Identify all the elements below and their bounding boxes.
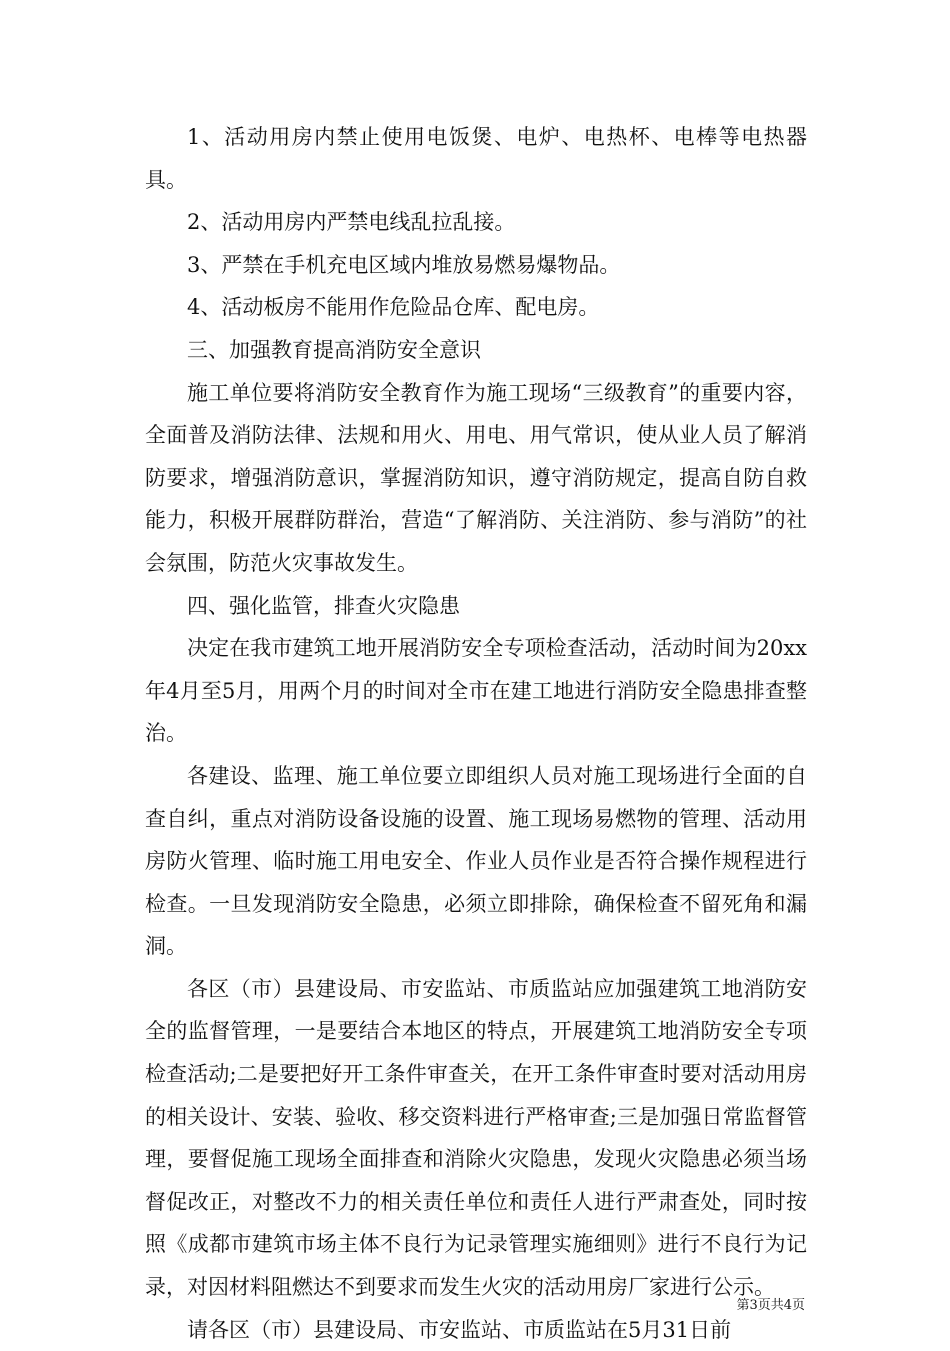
- section-heading-4: 四、强化监管，排查火灾隐患: [187, 593, 460, 618]
- section-heading-3: 三、加强教育提高消防安全意识: [187, 337, 481, 362]
- paragraph-item-3: 3、严禁在手机充电区域内堆放易燃易爆物品。: [187, 252, 621, 277]
- page-number: 第3页共4页: [736, 1298, 805, 1313]
- paragraph-item-2: 2、活动用房内严禁电线乱拉乱接。: [187, 210, 516, 235]
- document-body: [145, 116, 807, 1351]
- paragraph-deadline: 请各区（市）县建设局、市安监站、市质监站在5月31日前: [187, 1317, 732, 1342]
- paragraph-inspection: 决定在我市建筑工地开展消防安全专项检查活动，活动时间为20xx年4月至5月，用两个月的时间对全市在建工地进行消防安全隐患排查整治。: [145, 636, 807, 746]
- paragraph-supervision: 各区（市）县建设局、市安监站、市质监站应加强建筑工地消防安全的监督管理，一是要结合本地区的特点，开展建筑工地消防安全专项检查活动;二是要把好开工条件审查关，在开工条件审查时要对活动用房的相关设计、安装、验收、移交资料进行严格审查;三是加强日常监督管理，要督促施工现场全面排查和消除火灾隐患，发现火灾隐患必须当场督促改正，对整改不力的相关责任单位和责任人进行严肃查处，同时按照《成都市建筑市场主体不良行为记录管理实施细则》进行不良行为记录，对因材料阻燃达不到要求而发生火灾的活动用房厂家进行公示。: [145, 976, 807, 1300]
- paragraph-item-4: 4、活动板房不能用作危险品仓库、配电房。: [187, 295, 600, 320]
- paragraph-education: 施工单位要将消防安全教育作为施工现场“三级教育”的重要内容，全面普及消防法律、法规和用火、用电、用气常识，使从业人员了解消防要求，增强消防意识，掌握消防知识，遵守消防规定，提高自防自救能力，积极开展群防群治，营造“了解消防、关注消防、参与消防”的社会氛围，防范火灾事故发生。: [145, 380, 807, 575]
- paragraph-item-1: 1、活动用房内禁止使用电饭煲、电炉、电热杯、电棒等电热器具。: [145, 125, 807, 192]
- paragraph-self-check: 各建设、监理、施工单位要立即组织人员对施工现场进行全面的自查自纠，重点对消防设备设施的设置、施工现场易燃物的管理、活动用房防火管理、临时施工用电安全、作业人员作业是否符合操作规程进行检查。一旦发现消防安全隐患，必须立即排除，确保检查不留死角和漏洞。: [145, 763, 807, 959]
